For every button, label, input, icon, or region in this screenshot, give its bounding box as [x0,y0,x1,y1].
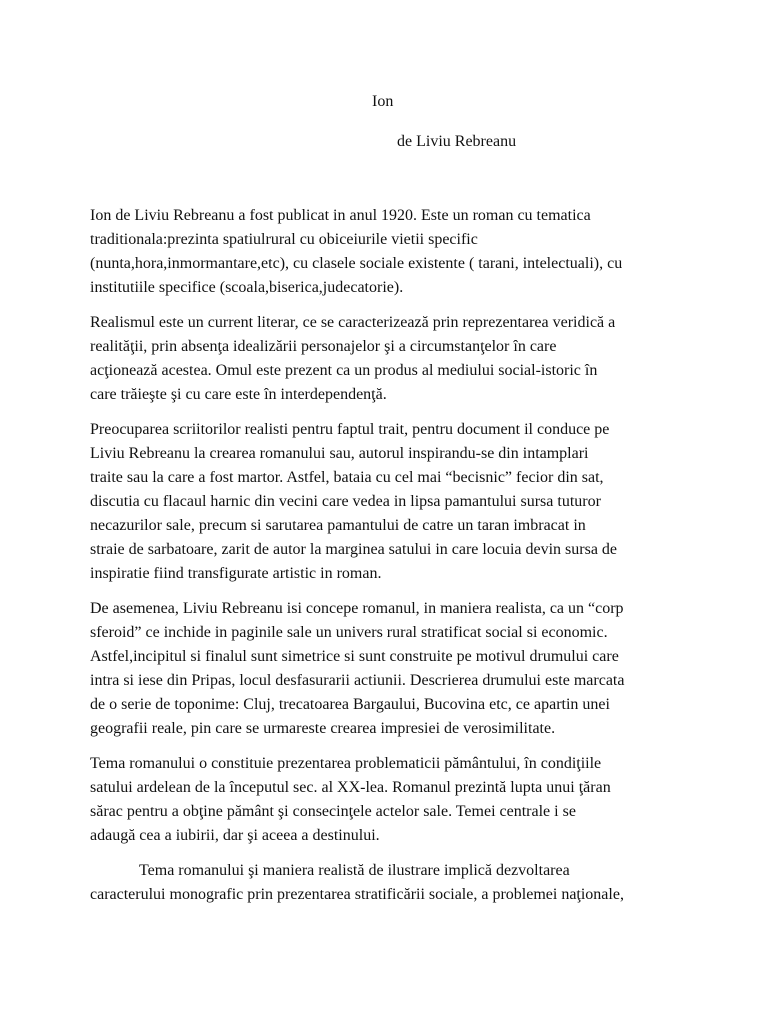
text-line: De asemenea, Liviu Rebreanu isi concepe romanul, in maniera realista, ca un “corp [90,600,624,617]
text-line: adaugă cea a iubirii, dar şi aceea a destinului. [90,827,380,844]
text-line: Ion de Liviu Rebreanu a fost publicat in anul 1920. Este un roman cu tematica [90,207,591,224]
paragraph-monographic [90,859,690,907]
text-line: acţionează acestea. Omul este prezent ca un produs al mediului social-istoric în [90,362,598,379]
text-line: intra si iese din Pripas, locul desfasurarii actiunii. Descrierea drumului este marcata [90,672,625,689]
text-line: (nunta,hora,inmormantare,etc), cu clasele sociale existente ( tarani, intelectuali), cu [90,255,623,272]
text-line: straie de sarbatoare, zarit de autor la marginea satului in care locuia devin sursa de [90,541,618,558]
text-line: sărac pentru a obţine pământ şi consecinţele actelor sale. Temei centrale i se [90,803,576,820]
paragraph-structure [90,597,690,741]
text-line: Preocuparea scriitorilor realisti pentru faptul trait, pentru document il conduce pe [90,421,610,438]
text-line: satului ardelean de la începutul sec. al XX-lea. Romanul prezintă lupta unui ţăran [90,779,611,796]
text-line: Tema romanului o constituie prezentarea problematicii pământului, în condiţiile [90,755,602,772]
text-line: inspiratie fiind transfigurate artistic in roman. [90,565,382,582]
paragraph-theme [90,752,690,848]
text-line: care trăieşte şi cu care este în interdependenţă. [90,386,387,403]
text-line: discutia cu flacaul harnic din vecini care vedea in lipsa pamantului sursa tuturor [90,493,601,510]
text-line: Tema romanului şi maniera realistă de ilustrare implică dezvoltarea [139,862,570,879]
text-line: caracterului monografic prin prezentarea stratificării sociale, a problemei naţionale, [90,886,624,903]
text-line: institutiile specifice (scoala,biserica,judecatorie). [90,279,404,296]
text-line: Realismul este un current literar, ce se caracterizează prin reprezentarea veridică a [90,314,616,331]
paragraph-realism [90,311,690,407]
text-line: Astfel,incipitul si finalul sunt simetrice si sunt construite pe motivul drumului care [90,648,619,665]
document-subtitle: de Liviu Rebreanu [397,133,517,150]
text-line: realităţii, prin absenţa idealizării personajelor şi a circumstanţelor în care [90,338,557,355]
paragraph-publication [90,204,690,300]
text-line: sferoid” ce inchide in paginile sale un univers rural stratificat social si economic. [90,624,608,641]
text-line: geografii reale, pin care se urmareste crearea impresiei de verosimilitate. [90,720,556,737]
paragraph-inspiration [90,418,690,586]
text-line: Liviu Rebreanu la crearea romanului sau, autorul inspirandu-se din intamplari [90,445,589,462]
text-line: de o serie de toponime: Cluj, trecatoarea Bargaului, Bucovina etc, ce apartin unei [90,696,610,713]
text-line: necazurilor sale, precum si sarutarea pamantului de catre un taran imbracat in [90,517,586,534]
document-title: Ion [372,93,394,110]
text-line: traditionala:prezinta spatiulrural cu obiceiurile vietii specific [90,231,478,248]
text-line: traite sau la care a fost martor. Astfel, bataia cu cel mai “becisnic” fecior din sat, [90,469,604,486]
document-body [90,204,690,918]
